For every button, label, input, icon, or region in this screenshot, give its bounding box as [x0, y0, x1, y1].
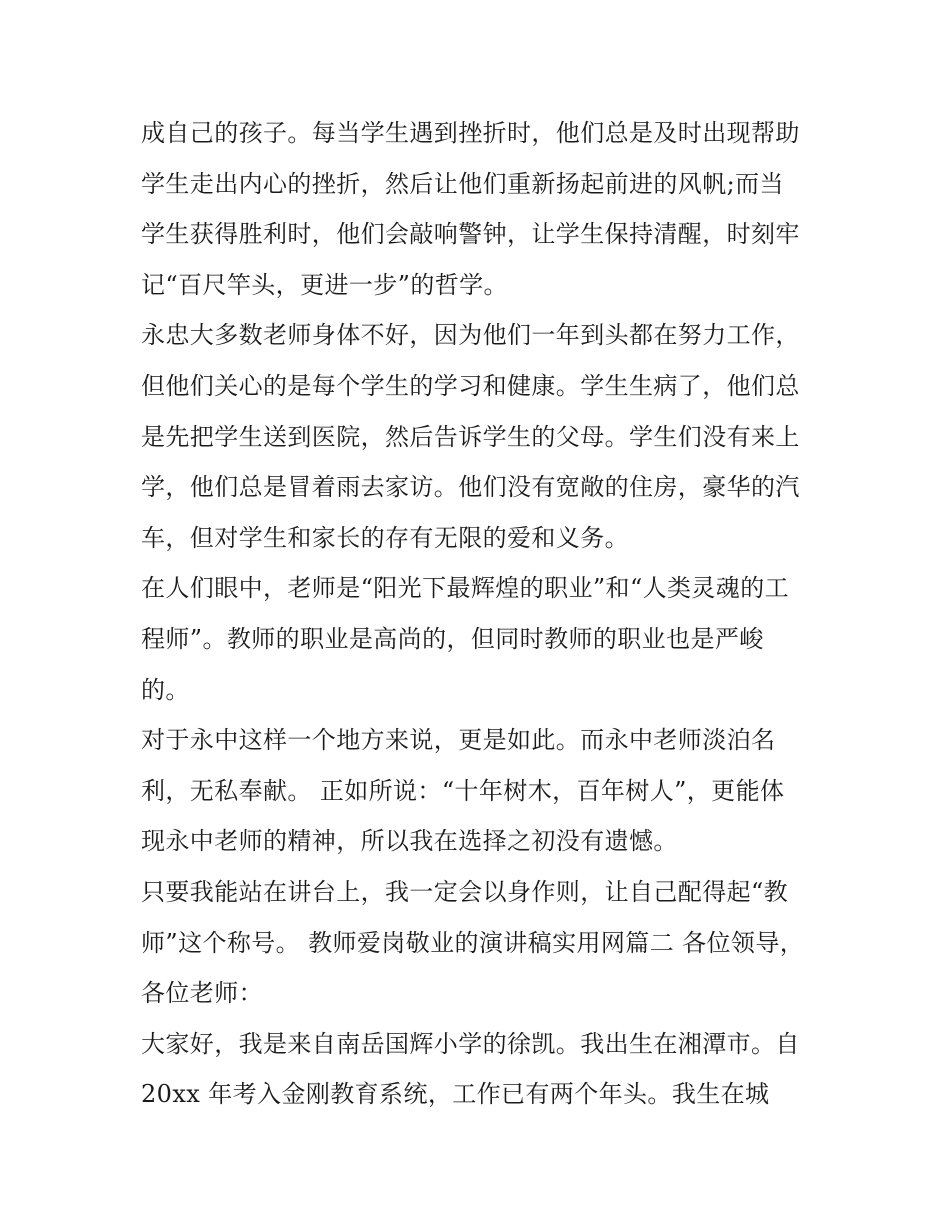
text-line: 学生获得胜利时，他们会敲响警钟，让学生保持清醒，时刻牢	[141, 220, 800, 249]
text-line: 记“百尺竿头，更进一步”的哲学。	[141, 270, 508, 299]
text-line: 是先把学生送到医院，然后告诉学生的父母。学生们没有来上	[141, 422, 800, 451]
text-line: 各位老师：	[141, 979, 263, 1008]
text-line: 但他们关心的是每个学生的学习和健康。学生生病了，他们总	[141, 371, 800, 400]
text-line: 利，无私奉献。 正如所说：“十年树木，百年树人”，更能体	[141, 776, 785, 805]
text-line: 成自己的孩子。每当学生遇到挫折时，他们总是及时出现帮助	[141, 119, 800, 147]
text-line: 只要我能站在讲台上，我一定会以身作则，让自己配得起“教	[141, 877, 789, 906]
text-line: 程师”。教师的职业是高尚的，但同时教师的职业也是严峻	[141, 624, 764, 653]
text-line: 在人们眼中，老师是“阳光下最辉煌的职业”和“人类灵魂的工	[141, 574, 790, 603]
text-line: 学生走出内心的挫折，然后让他们重新扬起前进的风帆;而当	[141, 169, 784, 198]
text-line: 现永中老师的精神，所以我在选择之初没有遗憾。	[141, 827, 678, 856]
text-line: 永忠大多数老师身体不好，因为他们一年到头都在努力工作，	[141, 321, 800, 350]
text-line: 对于永中这样一个地方来说，更是如此。而永中老师淡泊名	[141, 726, 776, 755]
text-line: 车，但对学生和家长的存有无限的爱和义务。	[141, 523, 629, 552]
text-line: 大家好，我是来自南岳国辉小学的徐凯。我出生在湘潭市。自	[141, 1029, 800, 1058]
text-line: 师”这个称号。 教师爱岗敬业的演讲稿实用网篇二 各位领导，	[141, 928, 805, 957]
text-line: 学，他们总是冒着雨去家访。他们没有宽敞的住房，豪华的汽	[141, 473, 800, 502]
text-line: 的。	[141, 675, 190, 704]
text-line: 20xx 年考入金刚教育系统，工作已有两个年头。我生在城	[141, 1080, 770, 1109]
document-body	[141, 108, 821, 1120]
